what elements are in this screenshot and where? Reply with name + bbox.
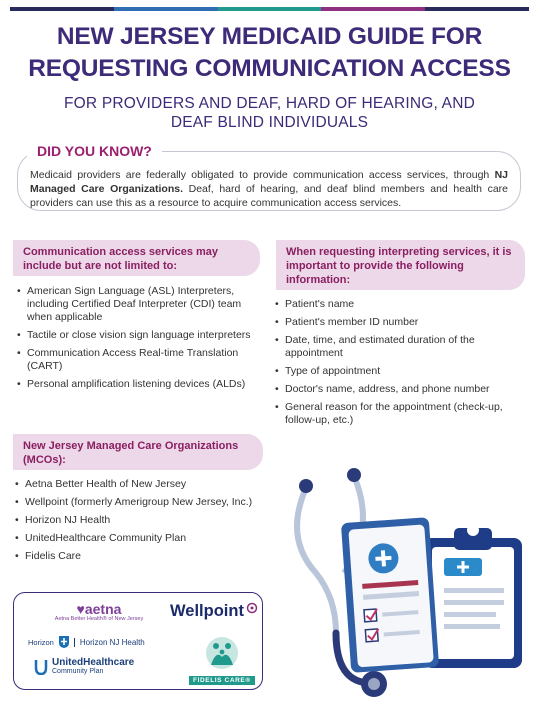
top-bar-segment bbox=[218, 7, 322, 11]
list-item: • General reason for the appointment (check-up, follow-up, etc.) bbox=[275, 401, 525, 427]
services-heading: Communication access services may include but are not limited to: bbox=[13, 240, 260, 276]
mcos-list bbox=[15, 478, 263, 568]
list-item: • American Sign Language (ASL) Interpreters, including Certified Deaf Interpreter (CDI) team when applicable bbox=[17, 285, 261, 324]
list-item: • Aetna Better Health of New Jersey bbox=[15, 478, 263, 491]
title-line-1: NEW JERSEY MEDICAID GUIDE FOR bbox=[56, 23, 483, 50]
subtitle-line-2: DEAF BLIND INDIVIDUALS bbox=[170, 114, 369, 131]
list-item: • Doctor's name, address, and phone number bbox=[275, 383, 525, 396]
horizon-logo bbox=[28, 635, 145, 649]
checkmark-icon bbox=[365, 629, 379, 642]
list-item: • Wellpoint (formerly Amerigroup New Jersey, Inc.) bbox=[15, 496, 263, 509]
did-you-know-text bbox=[30, 168, 508, 210]
dyk-text-part: Deaf, hard of hearing, and deaf blind members and health care providers can use this as a resource to acquire communication access services. bbox=[30, 183, 508, 209]
uhc-line-1: UnitedHealthcare bbox=[52, 657, 135, 668]
wellpoint-mark-icon bbox=[246, 602, 258, 614]
fidelis-logo bbox=[189, 635, 255, 685]
wellpoint-wordmark: Wellpoint bbox=[170, 602, 244, 620]
did-you-know-heading: DID YOU KNOW? bbox=[27, 141, 162, 161]
title-line-2: REQUESTING COMMUNICATION ACCESS bbox=[28, 55, 511, 82]
requesting-list bbox=[275, 298, 525, 432]
horizon-right-name: Horizon NJ Health bbox=[74, 638, 145, 647]
aetna-wordmark bbox=[52, 602, 146, 616]
top-bar-segment bbox=[10, 7, 114, 11]
top-bar-segment bbox=[321, 7, 425, 11]
dyk-text-part: Medicaid providers are federally obligated to provide communication access services, through bbox=[30, 169, 495, 181]
list-item: • Patient's member ID number bbox=[275, 316, 525, 329]
heart-icon: ♥ bbox=[76, 601, 85, 617]
list-item: • Personal amplification listening devices (ALDs) bbox=[17, 378, 261, 391]
list-item: • Tactile or close vision sign language interpreters bbox=[17, 329, 261, 342]
medical-form-icon bbox=[341, 517, 439, 673]
top-bar-segment bbox=[114, 7, 218, 11]
uhc-u-icon bbox=[34, 659, 48, 675]
fidelis-family-icon bbox=[202, 635, 242, 671]
aetna-subtitle: Aetna Better Health® of New Jersey bbox=[54, 616, 144, 622]
list-item: • Horizon NJ Health bbox=[15, 514, 263, 527]
horizon-left-name: Horizon bbox=[28, 637, 54, 647]
page-subtitle bbox=[0, 94, 539, 132]
requesting-heading: When requesting interpreting services, it is important to provide the following information: bbox=[276, 240, 525, 290]
checkmark-icon bbox=[364, 609, 378, 622]
subtitle-line-1: FOR PROVIDERS AND DEAF, HARD OF HEARING, AND bbox=[64, 95, 475, 112]
dyk-text-bold: NJ Managed Care Organizations. bbox=[30, 169, 508, 195]
list-item: • Communication Access Real-time Translation (CART) bbox=[17, 347, 261, 373]
top-bar-segment bbox=[425, 7, 529, 11]
clipboard-icon bbox=[424, 524, 522, 668]
list-item: • Patient's name bbox=[275, 298, 525, 311]
horizon-shield-icon bbox=[58, 635, 70, 649]
aetna-name: aetna bbox=[84, 601, 122, 617]
uhc-line-2: Community Plan bbox=[52, 668, 104, 675]
mco-logos-box bbox=[13, 592, 263, 690]
mcos-heading: New Jersey Managed Care Organizations (MCOs): bbox=[13, 434, 263, 470]
fidelis-wordmark: FIDELIS CARE® bbox=[189, 676, 255, 685]
list-item: • Fidelis Care bbox=[15, 550, 263, 563]
wellpoint-logo bbox=[170, 602, 258, 621]
list-item: • Type of appointment bbox=[275, 365, 525, 378]
list-item: • Date, time, and estimated duration of the appointment bbox=[275, 334, 525, 360]
page-title bbox=[0, 21, 539, 85]
top-color-bar bbox=[10, 7, 529, 11]
list-item: • UnitedHealthcare Community Plan bbox=[15, 532, 263, 545]
aetna-logo bbox=[52, 602, 146, 623]
services-list bbox=[17, 285, 261, 396]
uhc-logo bbox=[34, 657, 134, 676]
medical-illustration bbox=[276, 448, 531, 704]
